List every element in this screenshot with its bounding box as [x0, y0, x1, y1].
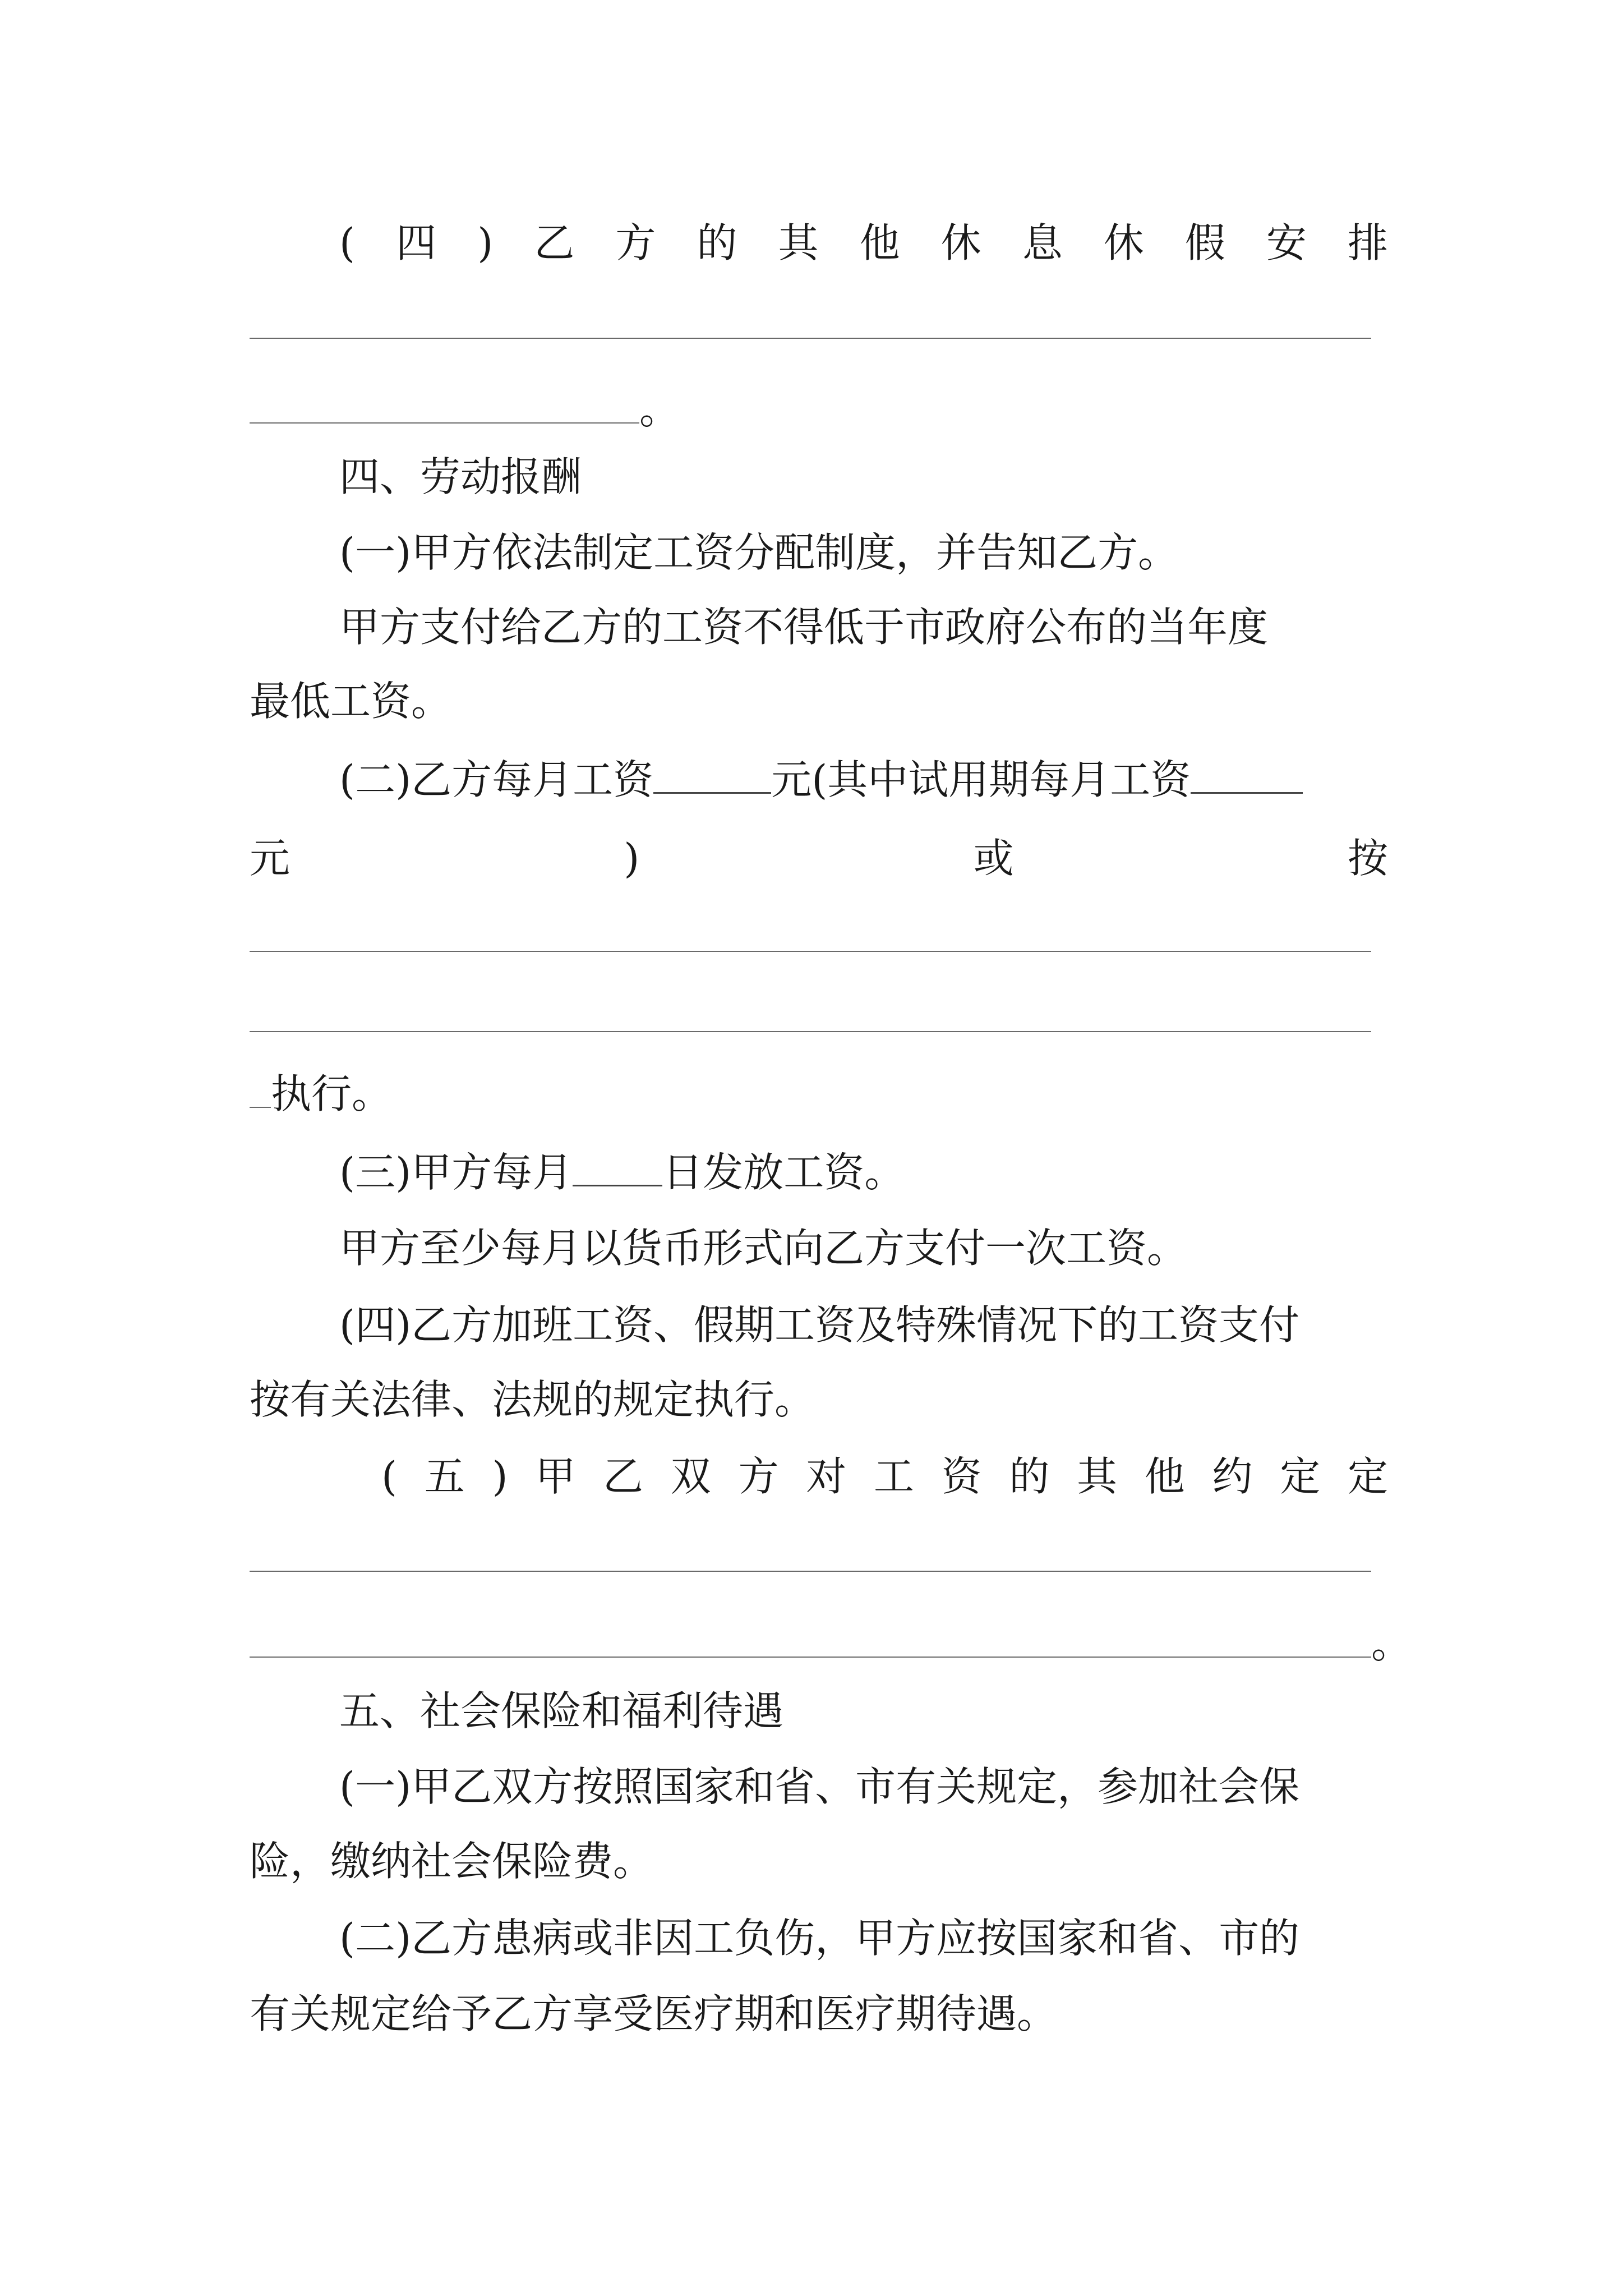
salary-label: 元(其中试用期每月工资: [771, 756, 1191, 803]
paragraph: 最低工资。: [250, 678, 452, 725]
execute-line: [250, 1066, 1388, 1122]
payday-label: (三)甲方每月: [339, 1149, 573, 1196]
other-agreement-line: [381, 1448, 1388, 1504]
token: 排: [1347, 219, 1388, 266]
token: 其: [778, 219, 819, 266]
probation-salary-blank[interactable]: [1191, 757, 1303, 794]
token: 甲: [535, 1453, 576, 1500]
token: 方: [738, 1453, 779, 1500]
paragraph: (一)甲乙双方按照国家和省、市有关规定，参加社会保: [339, 1763, 1300, 1810]
token: 休: [1103, 219, 1144, 266]
token: 资: [941, 1453, 982, 1500]
paragraph: 甲方至少每月以货币形式向乙方支付一次工资。: [339, 1225, 1188, 1272]
token: 他: [1144, 1453, 1185, 1500]
token: 休: [940, 219, 981, 266]
token: 对: [806, 1453, 847, 1500]
token: 假: [1184, 219, 1225, 266]
token: 其: [1077, 1453, 1118, 1500]
section-heading: 五、社会保险和福利待遇: [339, 1687, 784, 1734]
section-heading: 四、劳动报酬: [339, 453, 582, 500]
token: 息: [1022, 219, 1063, 266]
salary-line-continued: [250, 830, 1388, 886]
token: (: [381, 1453, 398, 1500]
blank-rule: [250, 389, 639, 424]
paragraph: (二)乙方患病或非因工负伤，甲方应按国家和省、市的: [339, 1915, 1300, 1962]
rest-arrangement-line: [339, 215, 1388, 271]
token: 约: [1212, 1453, 1253, 1500]
token: ): [492, 1453, 508, 1500]
period: 。: [639, 386, 680, 433]
token: 元: [250, 835, 291, 882]
paragraph: (一)甲方依法制定工资分配制度，并告知乙方。: [339, 529, 1179, 576]
blank-rule: [250, 1571, 1371, 1572]
token: 乙: [534, 219, 575, 266]
paragraph: 险，缴纳社会保险费。: [250, 1838, 654, 1885]
token: 方: [615, 219, 656, 266]
token: 的: [1009, 1453, 1050, 1500]
monthly-salary-blank[interactable]: [653, 757, 771, 794]
blank-rule: [250, 951, 1371, 952]
payday-label: 日发放工资。: [662, 1149, 905, 1196]
token: ): [477, 219, 494, 266]
paragraph: 按有关法律、法规的规定执行。: [250, 1376, 815, 1423]
token: 安: [1266, 219, 1307, 266]
token: 定: [1347, 1453, 1388, 1500]
token: 四: [396, 219, 437, 266]
paragraph: (四)乙方加班工资、假期工资及特殊情况下的工资支付: [339, 1301, 1300, 1349]
salary-label: (二)乙方每月工资: [339, 756, 654, 803]
period: 。: [1371, 1620, 1412, 1667]
token: 定: [1280, 1453, 1321, 1500]
blank-rule: [250, 1623, 1371, 1658]
token: 五: [424, 1453, 465, 1500]
token: ): [624, 835, 640, 882]
blank-end-line: [250, 381, 1388, 438]
token: 按: [1347, 835, 1388, 882]
token: 或: [973, 835, 1014, 882]
token: 双: [670, 1453, 711, 1500]
token: 乙: [603, 1453, 644, 1500]
paragraph: 执行。: [271, 1070, 393, 1117]
salary-line: [339, 752, 1388, 808]
payday-line: [339, 1144, 1388, 1200]
blank-rule: [250, 1073, 271, 1108]
paragraph: 甲方支付给乙方的工资不得低于市政府公布的当年度: [339, 604, 1269, 651]
blank-end-line: [250, 1616, 1412, 1672]
blank-rule: [250, 338, 1371, 339]
token: (: [339, 219, 356, 266]
token: 他: [859, 219, 900, 266]
token: 的: [697, 219, 737, 266]
blank-rule: [250, 1031, 1371, 1032]
paragraph: 有关规定给予乙方享受医疗期和医疗期待遇。: [250, 1990, 1058, 2037]
payday-blank[interactable]: [573, 1150, 662, 1186]
token: 工: [873, 1453, 914, 1500]
